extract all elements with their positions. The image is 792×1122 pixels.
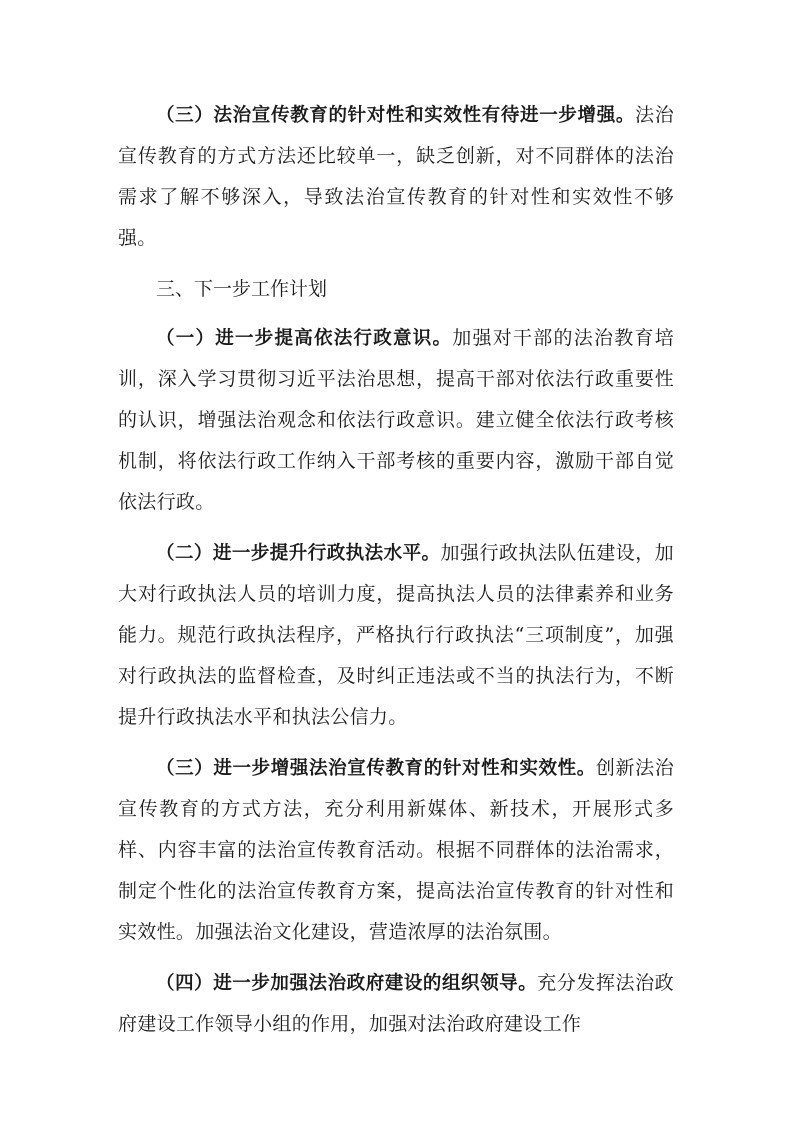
paragraph-lead: （三）法治宣传教育的针对性和实效性有待进一步增强。 bbox=[156, 105, 636, 126]
paragraph-plan-2 bbox=[118, 533, 674, 738]
paragraph-lead: （二）进一步提升行政执法水平。 bbox=[156, 543, 441, 564]
paragraph-body: 加强对干部的法治教育培训，深入学习贯彻习近平法治思想，提高干部对依法行政重要性的认识，增强法治观念和依法行政意识。建立健全依法行政考核机制，将依法行政工作纳入干部考核的重要内容，激励干部自觉依法行政。 bbox=[118, 327, 674, 513]
paragraph-body: 创新法治宣传教育的方式方法，充分利用新媒体、新技术，开展形式多样、内容丰富的法治宣传教育活动。根据不同群体的法治需求，制定个性化的法治宣传教育方案，提高法治宣传教育的针对性和实效性。加强法治文化建设，营造浓厚的法治氛围。 bbox=[118, 757, 674, 943]
paragraph-publicity-issue bbox=[118, 95, 674, 259]
paragraph-lead: （四）进一步加强法治政府建设的组织领导。 bbox=[156, 973, 538, 994]
paragraph-body: 法治宣传教育的方式方法还比较单一，缺乏创新，对不同群体的法治需求了解不够深入，导致法治宣传教育的针对性和实效性不够强。 bbox=[118, 104, 674, 249]
paragraph-plan-3 bbox=[118, 748, 674, 953]
paragraph-plan-1 bbox=[118, 318, 674, 523]
paragraph-body: 充分发挥法治政府建设工作领导小组的作用，加强对法治政府建设工作 bbox=[118, 972, 674, 1035]
document-page bbox=[118, 95, 674, 1055]
paragraph-lead: （一）进一步提高依法行政意识。 bbox=[156, 328, 453, 349]
paragraph-plan-4 bbox=[118, 963, 674, 1045]
section-heading: 三、下一步工作计划 bbox=[156, 278, 328, 300]
paragraph-lead: （三）进一步增强法治宣传教育的针对性和实效性。 bbox=[156, 758, 596, 779]
paragraph-body: 加强行政执法队伍建设，加大对行政执法人员的培训力度，提高执法人员的法律素养和业务能力。规范行政执法程序，严格执行行政执法“三项制度”，加强对行政执法的监督检查，及时纠正违法或不当的执法行为，不断提升行政执法水平和执法公信力。 bbox=[118, 542, 674, 728]
